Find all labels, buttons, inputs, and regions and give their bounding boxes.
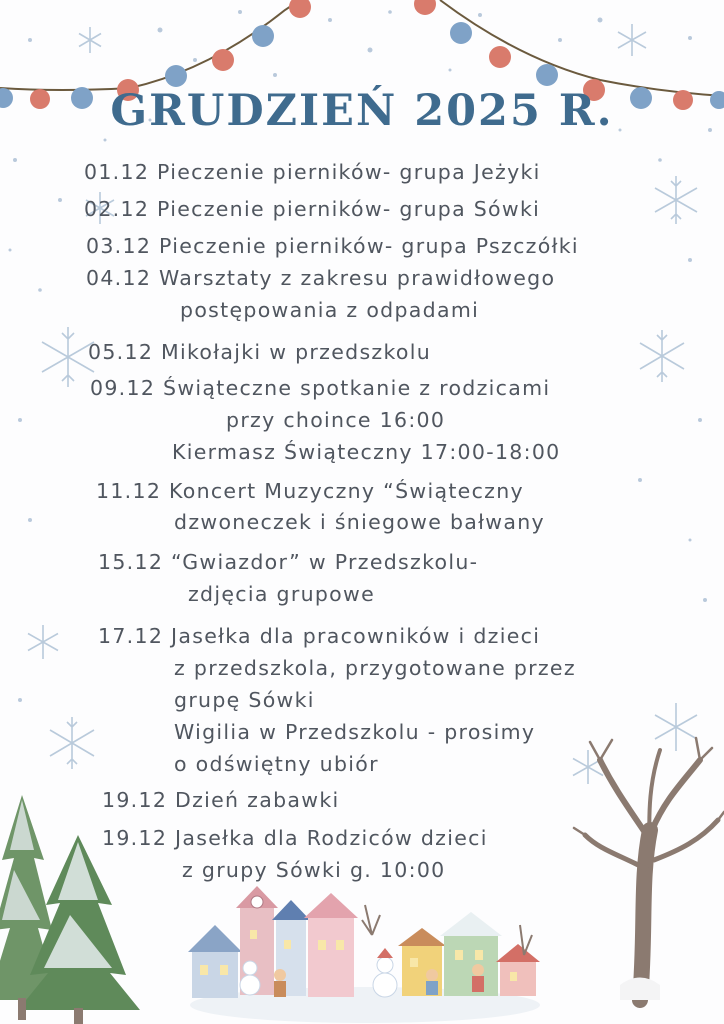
event-03-12: 03.12 Pieczenie pierników- grupa Pszczółki [86, 234, 579, 258]
event-01-12: 01.12 Pieczenie pierników- grupa Jeżyki [84, 160, 541, 184]
event-17-12-line-1: 17.12 Jasełka dla pracowników i dzieci [98, 624, 541, 648]
event-17-12-line-5: o odświętny ubiór [174, 752, 379, 776]
event-09-12-line-3: Kiermasz Świąteczny 17:00-18:00 [172, 440, 561, 464]
event-04-12-line-2: postępowania z odpadami [180, 298, 480, 322]
bare-tree-icon [574, 738, 724, 1000]
event-15-12-line-2: zdjęcia grupowe [188, 582, 375, 606]
event-19-12-nativity-line-1: 19.12 Jasełka dla Rodziców dzieci [102, 826, 488, 850]
event-19-12-nativity-line-2: z grupy Sówki g. 10:00 [182, 858, 446, 882]
event-19-12-toys: 19.12 Dzień zabawki [102, 788, 340, 812]
event-15-12-line-1: 15.12 “Gwiazdor” w Przedszkolu- [98, 550, 479, 574]
event-09-12-line-1: 09.12 Świąteczne spotkanie z rodzicami [90, 376, 551, 400]
event-11-12-line-2: dzwoneczek i śniegowe bałwany [174, 510, 545, 534]
event-02-12: 02.12 Pieczenie pierników- grupa Sówki [84, 197, 541, 221]
event-04-12-line-1: 04.12 Warsztaty z zakresu prawidłowego [86, 266, 556, 290]
event-17-12-line-2: z przedszkola, przygotowane przez [174, 656, 576, 680]
event-17-12-line-4: Wigilia w Przedszkolu - prosimy [174, 720, 536, 744]
event-17-12-line-3: grupę Sówki [174, 688, 315, 712]
event-09-12-line-2: przy choince 16:00 [226, 408, 446, 432]
winter-village-icon [188, 886, 540, 1023]
event-05-12: 05.12 Mikołajki w przedszkolu [88, 340, 432, 364]
event-11-12-line-1: 11.12 Koncert Muzyczny “Świąteczny [96, 479, 524, 503]
page-title: GRUDZIEŃ 2025 R. [110, 86, 614, 136]
